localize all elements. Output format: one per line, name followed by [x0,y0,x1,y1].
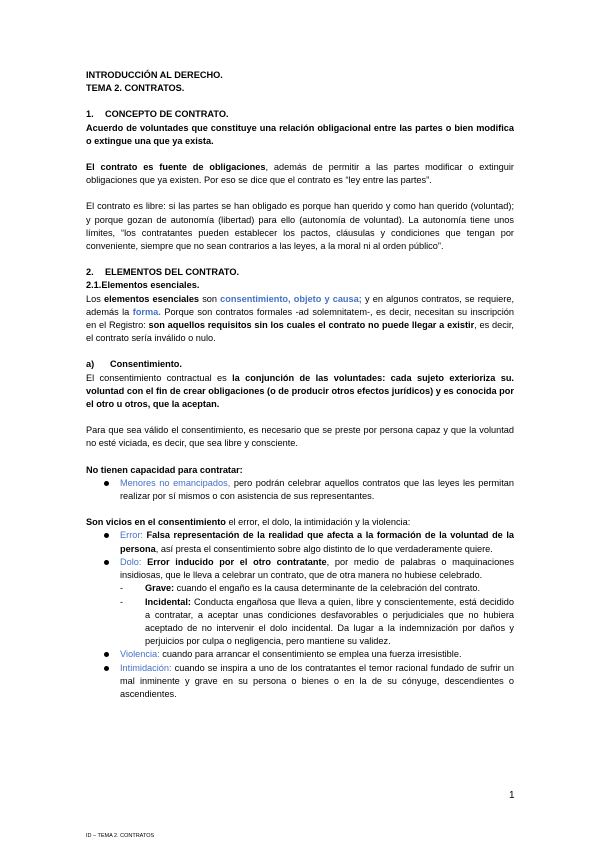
section-1-heading [86,108,514,121]
consent-title: Consentimiento. [110,359,182,370]
paragraph-consent-validity: Para que sea válido el consentimiento, es necesario que se preste por persona capaz y que la voluntad no esté viciada, es decir, que sea libre y consciente. [86,425,514,449]
subsection-2-1-title: Elementos esenciales. [101,280,200,291]
capacity-heading: No tienen capacidad para contratar: [86,464,243,475]
dolo-types-list [120,582,514,648]
list-item: Error: Falsa representación de la realidad que afecta a la formación de la voluntad de la persona, así presta el consentimiento sobre algo distinto de lo que verdaderamente quiere. [86,529,514,555]
paragraph-essential-elements: Los elementos esenciales son consentimiento, objeto y causa; y en algunos contratos, se requiere, además la forma. Porque son contratos formales -ad solemnitatem-, es decir, necesitan su inscripción en el Registro: son aquellos requisitos sin los cuales el contrato no puede llegar a existir, es decir, el contrato sería inválido o nulo. [86,293,515,344]
paragraph-freedom: El contrato es libre: si las partes se han obligado es porque han querido y como han querido (voluntad); y porque gozan de autonomía (libertad) para ello (autonomía de voluntad). La autonomía tiene unos límites, “los contratantes pueden establecer los pactos, cláusulas y condiciones que tengan por conveniente, siempre que no sean contrarios a las leyes, a la moral ni al orden público”. [86,201,514,252]
section-2-heading [86,266,514,279]
section-1-title: CONCEPTO DE CONTRATO. [105,109,229,120]
list-item: Dolo: Error inducido por el otro contratante, por medio de palabras o maquinaciones insidiosas, que le lleva a celebrar un contrato, que de otra manera no hubiese celebrado. - Grave: cuando el engaño es la causa determinante de la celebración del contrato. - Incidental: Conducta engañosa que lleva a quien, libre y conscientemente, está decidido a contratar, a aceptar unas condiciones desfavorables o perjudiciales que no hubiera aceptado de no intervenir el dolo incidental. Da lugar a la indemnización por daños y perjuicios por culpa o negligencia, pero mantiene su validez. [86,556,514,648]
consent-letter: a) [86,359,95,370]
course-title: INTRODUCCIÓN AL DERECHO. [86,70,223,80]
contract-definition: Acuerdo de voluntades que constituye una relación obligacional entre las partes o bien modifica o extingue una que ya exista. [86,122,514,146]
list-item: Menores no emancipados, pero podrán celebrar aquellos contratos que las leyes les permitan realizar por sí mismos o con asistencia de sus representantes. [86,477,514,503]
subsection-2-1-number: 2.1. [86,280,102,291]
capacity-list [86,477,514,503]
running-footer: ID – TEMA 2. CONTRATOS [86,833,155,839]
section-2-number: 2. [86,267,94,278]
topic-title: TEMA 2. CONTRATOS. [86,83,185,94]
list-item: Intimidación: cuando se inspira a uno de los contratantes el temor racional fundado de sufrir un mal inminente y grave en su persona o bienes o en la de su cónyuge, descendientes o ascendientes. [86,662,514,702]
page-content [86,69,514,701]
list-item: - Grave: cuando el engaño es la causa determinante de la celebración del contrato. [120,583,481,594]
subsection-2-1-heading [86,279,514,292]
consent-heading [86,358,514,371]
page-number: 1 [509,790,515,801]
paragraph-source-of-obligations: El contrato es fuente de obligaciones, además de permitir a las partes modificar o extinguir obligaciones que ya existen. Por eso se dice que el contrato es “ley entre las partes”. [86,162,514,186]
paragraph-vices-intro: Son vicios en el consentimiento el error, el dolo, la intimidación y la violencia: [86,517,411,528]
list-item: Violencia: cuando para arrancar el consentimiento se emplea una fuerza irresistible. [86,648,514,661]
section-1-number: 1. [86,109,94,120]
vices-list [86,529,514,701]
list-item: - Incidental: Conducta engañosa que lleva a quien, libre y conscientemente, está decidido a contratar, a aceptar unas condiciones desfavorables o perjudiciales que no hubiera aceptado de no intervenir el dolo incidental. Da lugar a la indemnización por daños y perjuicios por culpa o negligencia, pero mantiene su validez. [120,596,514,647]
paragraph-consent-definition: El consentimiento contractual es la conjunción de las voluntades: cada sujeto exterioriza su. voluntad con el fin de crear obligaciones (o de producir otros efectos jurídicos) y es conocida por el otro u otros, que la aceptan. [86,372,514,410]
section-2-title: ELEMENTOS DEL CONTRATO. [105,267,240,278]
